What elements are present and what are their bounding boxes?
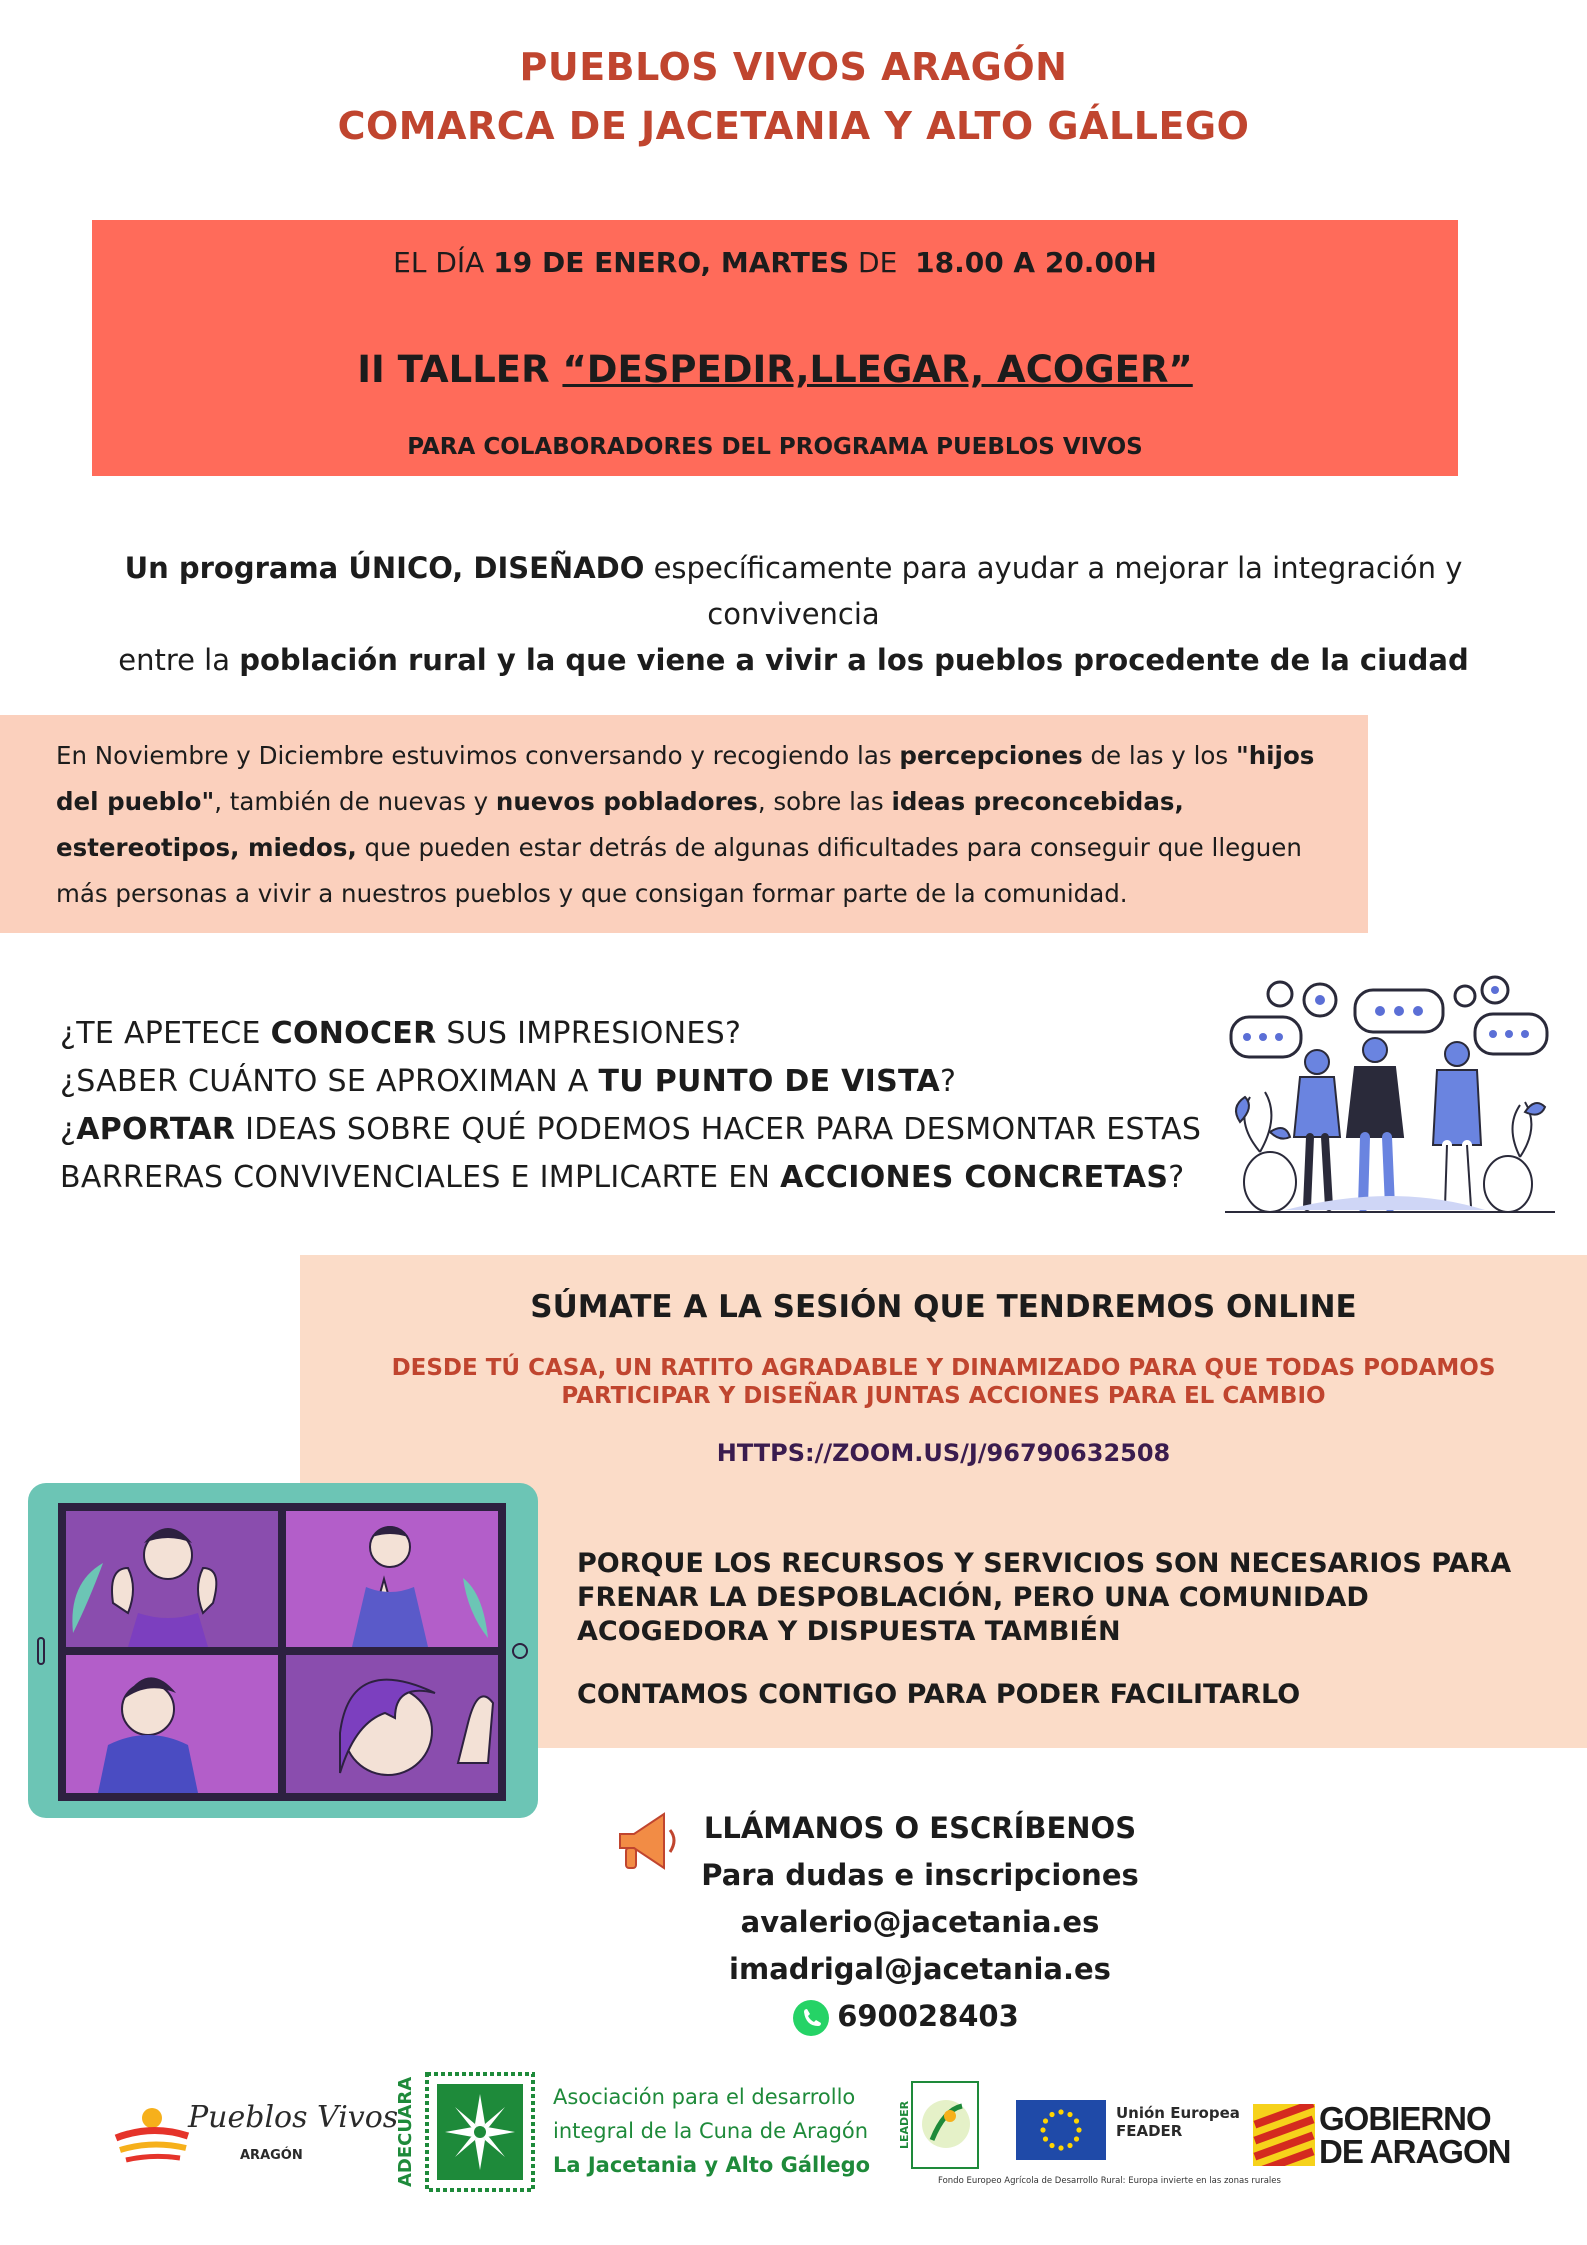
event-time: 18.00 A 20.00H <box>915 246 1157 279</box>
event-title <box>92 348 1458 391</box>
contact-phone[interactable]: 690028403 <box>837 1999 1019 2033</box>
gobierno-text <box>1319 2102 1510 2168</box>
adecuara-line1: Asociación para el desarrollo <box>553 2085 856 2109</box>
perceptions-b2: "hijos del pueblo" <box>56 741 1315 816</box>
event-box <box>92 220 1458 476</box>
session-subtitle-2: PARTICIPAR Y DISEÑAR JUNTAS ACCIONES PARA EL CAMBIO <box>561 1383 1326 1409</box>
question-3 <box>60 1106 1260 1154</box>
video-call-tablet-illustration <box>28 1483 538 1818</box>
event-date-line <box>92 246 1458 279</box>
q2-a: ¿SABER CUÁNTO SE APROXIMAN A <box>60 1064 599 1099</box>
session-reason-2: FRENAR LA DESPOBLACIÓN, PERO UNA COMUNIDAD <box>577 1582 1369 1613</box>
contact-email-2[interactable]: imadrigal@jacetania.es <box>729 1952 1111 1986</box>
session-subtitle-1: DESDE TÚ CASA, UN RATITO AGRADABLE Y DINAMIZADO PARA QUE TODAS PODAMOS <box>391 1355 1496 1381</box>
q4-b: ACCIONES CONCRETAS <box>780 1160 1169 1195</box>
gobierno-line2: DE ARAGON <box>1319 2133 1511 2170</box>
aragon-flag-icon <box>1253 2104 1315 2166</box>
question-4 <box>60 1154 1260 1202</box>
header-title-line1: PUEBLOS VIVOS ARAGÓN <box>519 45 1068 89</box>
adecuara-emblem-icon <box>425 2072 535 2192</box>
perceptions-t5: que pueden estar detrás de algunas dificultades para conseguir que lleguen más personas a vivir a nuestros pueblos y que consigan formar parte de la comunidad. <box>56 833 1302 908</box>
q4-a: BARRERAS CONVIVENCIALES E IMPLICARTE EN <box>60 1160 781 1195</box>
event-title-quoted: “DESPEDIR,LLEGAR, ACOGER” <box>562 348 1193 391</box>
intro-text1: específicamente para ayudar a mejorar la integración y convivencia <box>644 551 1463 631</box>
pueblos-vivos-sub: ARAGÓN <box>240 2148 303 2163</box>
gobierno-aragon-logo <box>1253 2102 1553 2172</box>
q3-c: IDEAS SOBRE QUÉ PODEMOS HACER PARA DESMONTAR ESTAS <box>235 1112 1202 1147</box>
feader-caption: Fondo Europeo Agrícola de Desarrollo Rural: Europa invierte en las zonas rurales <box>938 2176 1281 2186</box>
adecuara-vertical-name: ADECUARA <box>395 2076 416 2188</box>
event-title-prefix: II TALLER <box>357 348 550 391</box>
perceptions-t1: En Noviembre y Diciembre estuvimos conversando y recogiendo las <box>56 741 900 770</box>
adecuara-text <box>553 2080 870 2182</box>
session-closing: CONTAMOS CONTIGO PARA PODER FACILITARLO <box>577 1679 1301 1710</box>
q2-b: TU PUNTO DE VISTA <box>598 1064 940 1099</box>
adecuara-line2: integral de la Cuna de Aragón <box>553 2119 869 2143</box>
session-reason-3: ACOGEDORA Y DISPUESTA TAMBIÉN <box>577 1616 1121 1647</box>
eu-line2: FEADER <box>1116 2122 1183 2140</box>
perceptions-b1: percepciones <box>899 741 1083 770</box>
event-date-prefix: EL DÍA <box>393 246 485 279</box>
event-audience: PARA COLABORADORES DEL PROGRAMA PUEBLOS VIVOS <box>407 434 1143 460</box>
intro-line2 <box>50 637 1537 683</box>
contact-phone-row <box>590 1993 1220 2040</box>
adecuara-line3: La Jacetania y Alto Gállego <box>553 2153 871 2177</box>
perceptions-box <box>0 715 1368 933</box>
header-title-line2: COMARCA DE JACETANIA Y ALTO GÁLLEGO <box>337 104 1250 148</box>
gobierno-line1: GOBIERNO <box>1319 2100 1491 2137</box>
perceptions-b4: ideas preconcebidas, estereotipos, miedos, <box>56 787 1184 862</box>
contact-subheading: Para dudas e inscripciones <box>701 1858 1139 1892</box>
q1-b: CONOCER <box>270 1016 437 1051</box>
intro-text2: entre la <box>118 643 240 677</box>
pueblos-vivos-wordmark: Pueblos Vivos <box>188 2100 399 2135</box>
contact-block <box>620 1805 1220 2040</box>
leader-feader-logo <box>898 2080 1298 2190</box>
adecuara-logo <box>395 2068 871 2198</box>
intro-paragraph <box>50 545 1537 683</box>
questions-block <box>60 1010 1260 1202</box>
perceptions-text <box>56 733 1356 917</box>
q4-c: ? <box>1168 1160 1185 1195</box>
intro-bold1: Un programa ÚNICO, DISEÑADO <box>124 551 645 585</box>
event-date: 19 DE ENERO, MARTES <box>493 246 850 279</box>
intro-bold2: población rural y la que viene a vivir a los pueblos procedente de la ciudad <box>239 643 1469 677</box>
q1-a: ¿TE APETECE <box>60 1016 271 1051</box>
perceptions-t3: , también de nuevas y <box>214 787 496 816</box>
pueblos-vivos-logo <box>112 2090 399 2180</box>
team-discussion-illustration <box>1225 972 1555 1237</box>
contact-email-1[interactable]: avalerio@jacetania.es <box>740 1905 1100 1939</box>
contact-heading: LLÁMANOS O ESCRÍBENOS <box>703 1811 1137 1845</box>
perceptions-t4: , sobre las <box>757 787 892 816</box>
eu-flag-icon <box>1016 2100 1106 2160</box>
event-date-mid: DE <box>858 246 898 279</box>
sponsor-logos <box>0 2050 1587 2245</box>
session-reason <box>577 1547 1511 1649</box>
leader-label: LEADER <box>898 2100 911 2150</box>
session-reason-1: PORQUE LOS RECURSOS Y SERVICIOS SON NECESARIOS PARA <box>577 1548 1512 1579</box>
q2-c: ? <box>939 1064 957 1099</box>
eu-line1: Unión Europea <box>1116 2104 1240 2122</box>
q1-c: SUS IMPRESIONES? <box>436 1016 742 1051</box>
whatsapp-icon <box>791 1998 831 2038</box>
question-1 <box>60 1010 1260 1058</box>
q3-b: APORTAR <box>76 1112 236 1147</box>
intro-line1 <box>50 545 1537 637</box>
q3-a: ¿ <box>60 1112 77 1147</box>
perceptions-b3: nuevos pobladores <box>495 787 758 816</box>
perceptions-t2: de las y los <box>1082 741 1236 770</box>
zoom-link[interactable]: HTTPS://ZOOM.US/J/96790632508 <box>716 1439 1171 1467</box>
eu-text <box>1116 2104 1240 2140</box>
sun-icon <box>112 2096 192 2166</box>
question-2 <box>60 1058 1260 1106</box>
session-title: SÚMATE A LA SESIÓN QUE TENDREMOS ONLINE <box>530 1289 1357 1325</box>
